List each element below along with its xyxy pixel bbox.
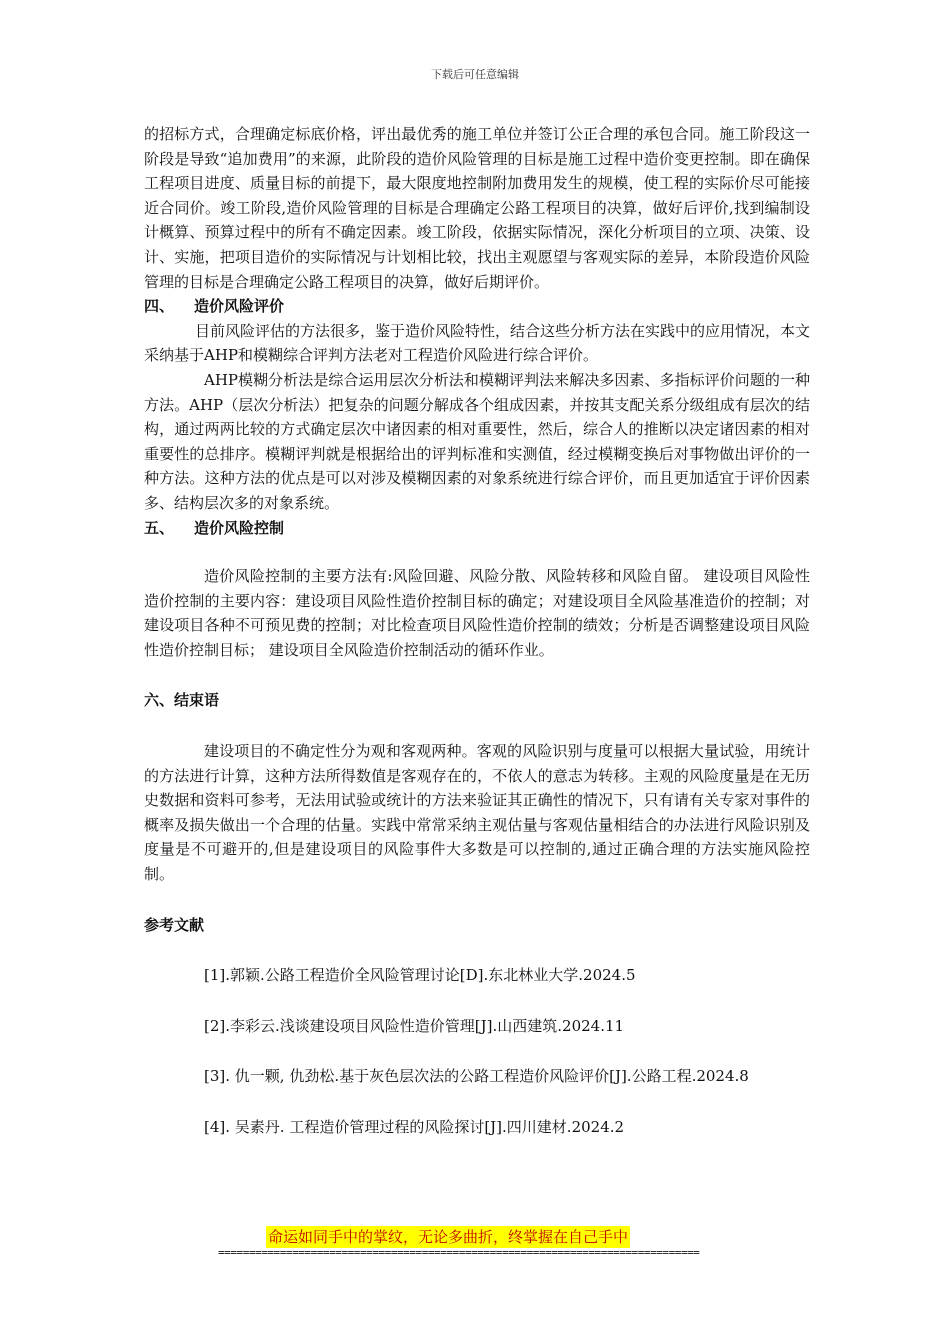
footer-quote: 命运如同手中的掌纹，无论多曲折，终掌握在自己手中 [268, 1228, 629, 1246]
reference-item: [1].郭颖.公路工程造价全风险管理讨论[D].东北林业大学.2024.5 [204, 966, 636, 985]
paragraph-conclusion: 建设项目的不确定性分为观和客观两种。客观的风险识别与度量可以根据大量试验，用统计的方法进行计算，这种方法所得数值是客观存在的，不依人的意志为转移。主观的风险度量是在无历史数据和资料可参考，无法用试验或统计的方法来验证其正确性的情况下，只有请有关专家对事件的概率及损失做出一个合理的估量。实践中常常采纳主观估量与客观估量相结合的办法进行风险识别及度量是不可避开的,但是建设项目的风险事件大多数是可以控制的,通过正确合理的方法实施风险控制。 [144, 742, 810, 884]
page-header: 下载后可任意编辑 [431, 68, 519, 81]
section-title: 造价风险评价 [194, 297, 285, 316]
paragraph-cost-stages: 的招标方式，合理确定标底价格，评出最优秀的施工单位并签订公正合理的承包合同。施工阶段这一阶段是导致“追加费用”的来源，此阶段的造价风险管理的目标是施工过程中造价变更控制。即在确保工程项目进度、质量目标的前提下，最大限度地控制附加费用发生的规模，使工程的实际价尽可能接近合同价。竣工阶段,造价风险管理的目标是合理确定公路工程项目的决算，做好后评价,找到编制设计概算、预算过程中的所有不确定因素。竣工阶段，依据实际情况，深化分析项目的立项、决策、设计、实施，把项目造价的实际情况与计划相比较，找出主观愿望与客观实际的差异，本阶段造价风险管理的目标是合理确定公路工程项目的决算，做好后期评价。 [144, 125, 810, 291]
references-heading: 参考文献 [144, 915, 205, 934]
section-heading-4 [144, 294, 810, 319]
document-body [144, 122, 810, 1140]
footer-divider: ============================================================================== [218, 1246, 700, 1259]
reference-item: [3]. 仇一颗, 仇劲松.基于灰色层次法的公路工程造价风险评价[J].公路工程.2024.8 [204, 1067, 749, 1086]
section-heading-6: 六、结束语 [144, 691, 220, 710]
section-number: 五、 [144, 518, 175, 537]
paragraph-ahp-method: AHP模糊分析法是综合运用层次分析法和模糊评判法来解决多因素、多指标评价问题的一种方法。AHP（层次分析法）把复杂的问题分解成各个组成因素，并按其支配关系分级组成有层次的结构，通过两两比较的方式确定层次中诸因素的相对重要性，然后，综合人的推断以决定诸因素的相对重要性的总排序。模糊评判就是根据给出的评判标准和实测值，经过模糊变换后对事物做出评价的一种方法。这种方法的优点是可以对涉及模糊因素的对象系统进行综合评价，而且更加适宜于评价因素多、结构层次多的对象系统。 [144, 370, 810, 512]
paragraph-risk-control: 造价风险控制的主要方法有:风险回避、风险分散、风险转移和风险自留。 建设项目风险性造价控制的主要内容：建设项目风险性造价控制目标的确定；对建设项目全风险基准造价的控制；对建设项目各种不可预见费的控制；对比检查项目风险性造价控制的绩效；分析是否调整建设项目风险性造价控制目标； 建设项目全风险造价控制活动的循环作业。 [144, 567, 810, 659]
paragraph-risk-assessment-intro: 目前风险评估的方法很多，鉴于造价风险特性，结合这些分析方法在实践中的应用情况，本文采纳基于AHP和模糊综合评判方法老对工程造价风险进行综合评价。 [144, 321, 811, 365]
section-number: 四、 [144, 297, 175, 316]
reference-item: [2].李彩云.浅谈建设项目风险性造价管理[J].山西建筑.2024.11 [204, 1016, 625, 1035]
reference-item: [4]. 吴素丹. 工程造价管理过程的风险探讨[J].四川建材.2024.2 [204, 1118, 625, 1136]
section-title: 造价风险控制 [194, 518, 285, 537]
section-heading-5 [144, 516, 810, 541]
